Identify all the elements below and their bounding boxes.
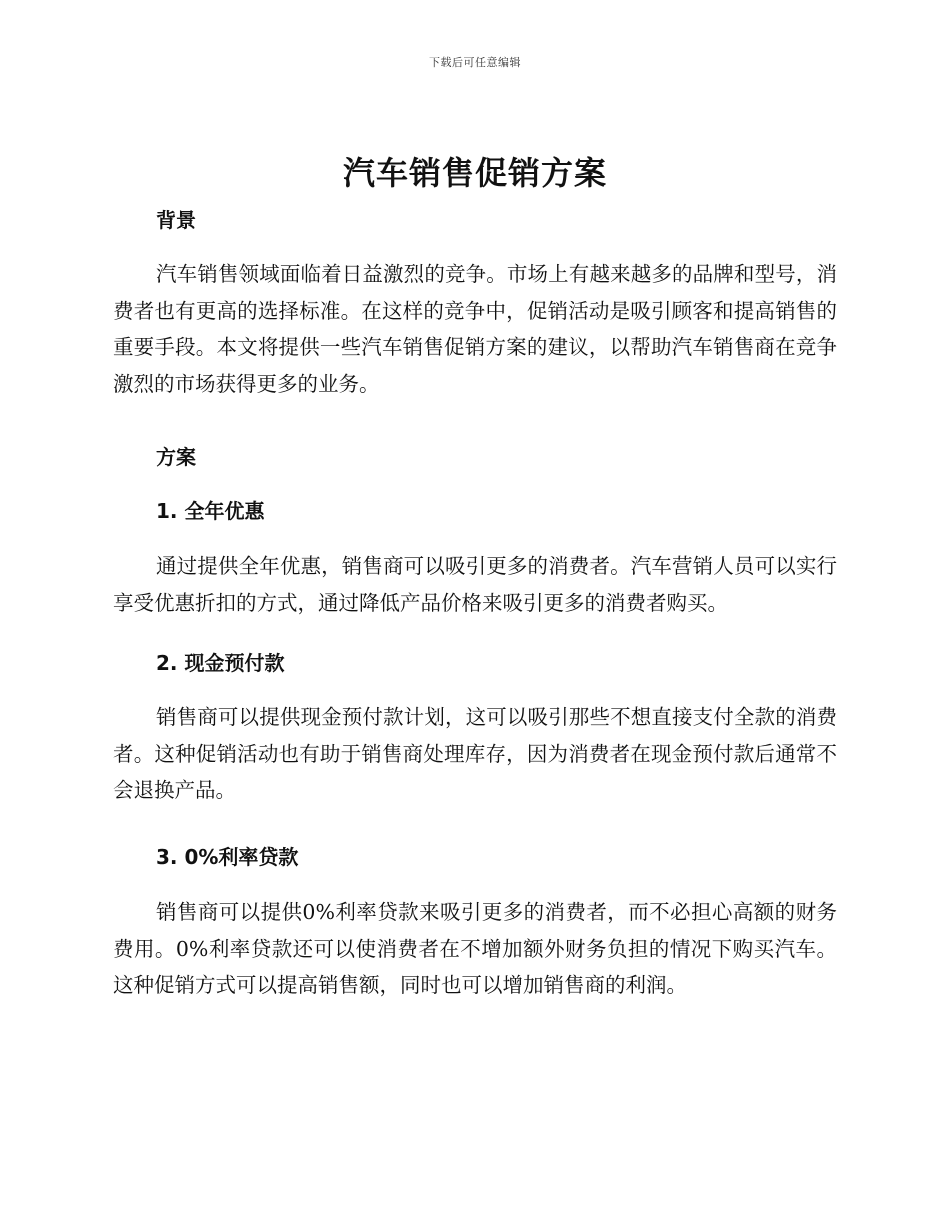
section-heading-1: 1. 全年优惠 (156, 499, 265, 523)
section-paragraph-3: 销售商可以提供0%利率贷款来吸引更多的消费者，而不必担心高额的财务费用。0%利率贷款还可以使消费者在不增加额外财务负担的情况下购买汽车。这种促销方式可以提高销售额，同时也可以增加销售商的利润。 (113, 900, 837, 998)
plan-heading: 方案 (156, 445, 196, 469)
section-heading-3: 3. 0%利率贷款 (156, 845, 299, 869)
background-heading: 背景 (156, 208, 196, 232)
page-header: 下载后可任意编辑 (429, 56, 521, 69)
background-paragraph: 汽车销售领域面临着日益激烈的竞争。市场上有越来越多的品牌和型号，消费者也有更高的选择标准。在这样的竞争中，促销活动是吸引顾客和提高销售的重要手段。本文将提供一些汽车销售促销方案的建议，以帮助汽车销售商在竞争激烈的市场获得更多的业务。 (113, 262, 837, 396)
section-paragraph-2: 销售商可以提供现金预付款计划，这可以吸引那些不想直接支付全款的消费者。这种促销活动也有助于销售商处理库存，因为消费者在现金预付款后通常不会退换产品。 (113, 705, 837, 803)
section-heading-2: 2. 现金预付款 (156, 651, 285, 675)
section-paragraph-1: 通过提供全年优惠，销售商可以吸引更多的消费者。汽车营销人员可以实行享受优惠折扣的方式，通过降低产品价格来吸引更多的消费者购买。 (113, 554, 837, 615)
document-title: 汽车销售促销方案 (342, 154, 607, 192)
